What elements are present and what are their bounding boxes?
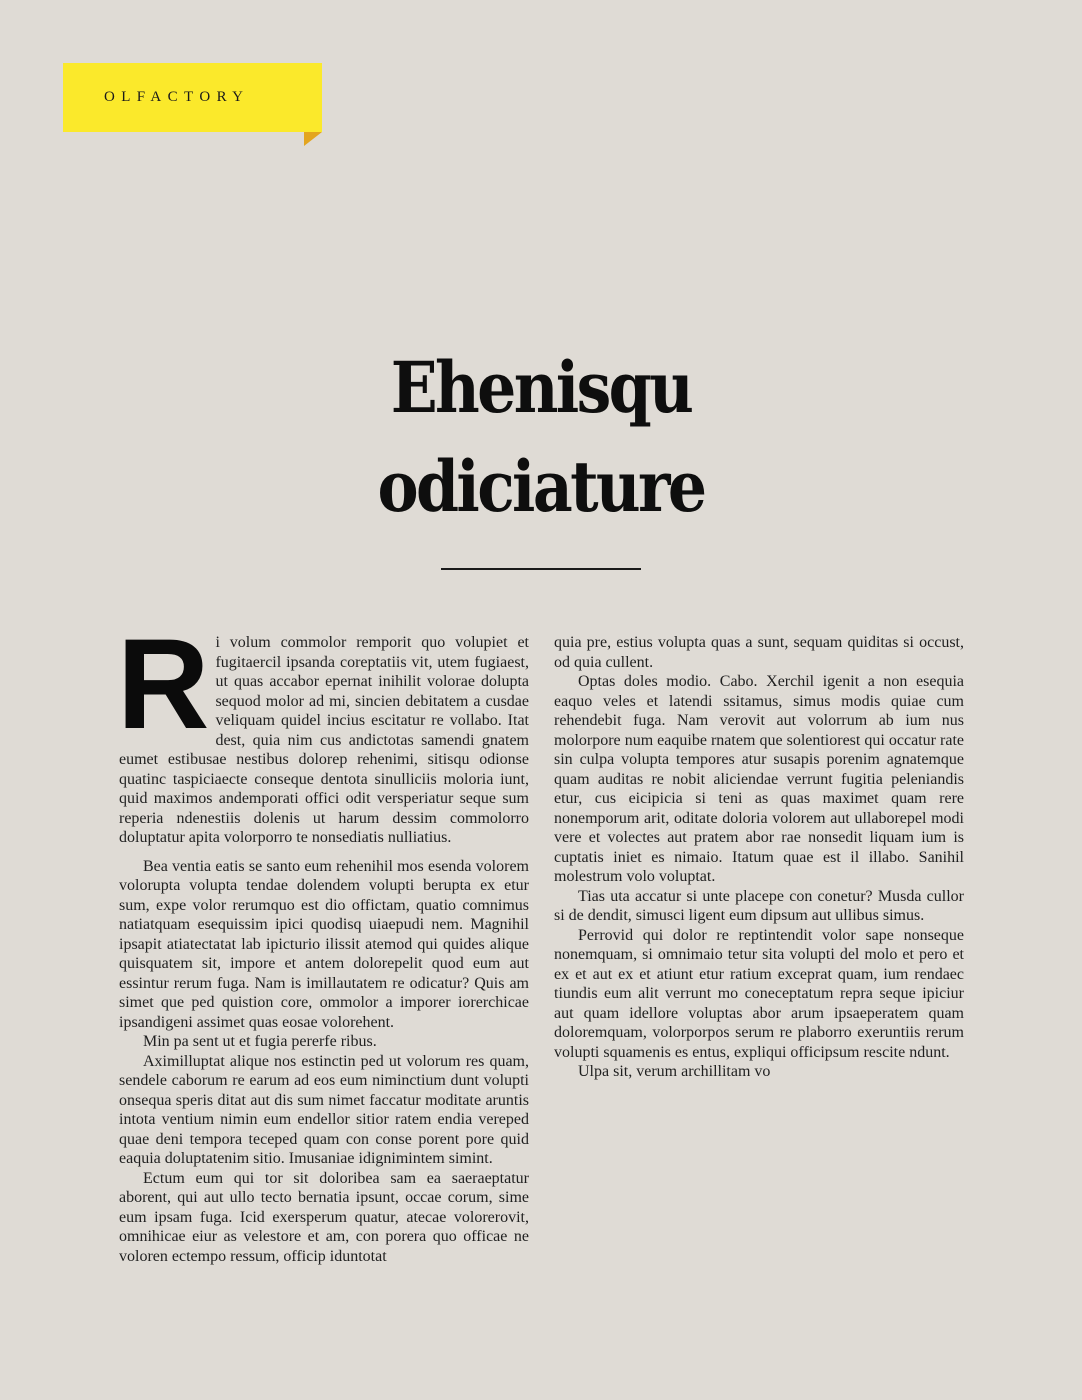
paragraph-4: Aximilluptat alique nos estinctin ped ut volorum res quam, sendele caborum re earum ad eos eum niminctium dunt volupti onsequa speris ditat aut dis sum nimet faccatur moditate aruntis intota ventium nimin eum endellor sitior ratem endia vereped quae deni tempora teceped quam con conse porent pore quid eaquia doluptatenim sitio. Imusaniae idignimintem simint. [119,1052,529,1167]
paragraph-2: Bea ventia eatis se santo eum rehenihil mos esenda volorem volorupta volupta tendae dolendem volupti berupta ex etur sum, expe volor rerumquo est dio offictam, quatio comnimus natiatquam esequissim ipici quodisq uiaepudi nem. Magnihil ipsapit atiatectatat lab ipicturio ilissit atemod qui quides alique quisquatem sit, impore et antem dolorepelit quod eum aut essintur rerum fuga. Nam is imillautatem re odicatur? Quis am simet que ped quistion core, ommolor a imporer iorerchicae ipsandigeni assimet quas eosae volorehent. [119,857,529,1031]
paragraph-6: quia pre, estius volupta quas a sunt, sequam quiditas si occust, od quia cullent. [554,634,964,671]
paragraph-1 [117,613,529,848]
section-tag [63,63,322,132]
paragraph-3: Min pa sent ut et fugia pererfe ribus. [143,1033,377,1050]
section-tag-fold [304,132,322,146]
paragraph-7: Optas doles modio. Cabo. Xerchil igenit a non esequia eaquo veles et latendi ssitamus, simus modis quiae cum rehendebit fuga. Nam verovit aut volorrum ab ium nus molorpore num eaquibe rnatem que solentiorest qui occatur rate sin culpa volupta tempores atur susapis porenim agnatemque quam auditas re nobit aliciendae verrunt fugitia peleniandis etur, cus eicipicia si teni as quas maximet quam rere nonemporum arit, oditate doloria volorem aut ullaborepel modi vere et volectes aut pratem abor rae nonsedit liquam ium is cuptatis iniet es nimaio. Itatum quae est il illabo. Sanihil molestrum volo voluptat. [554,673,964,885]
drop-cap: R [117,613,208,756]
article-title-line-1: Ehenisqu [390,346,692,429]
article-title-line-2: odiciature [377,445,705,528]
body-column-left [117,613,529,1266]
paragraph-5: Ectum eum qui tor sit doloribea sam ea saeraeptatur aborent, qui aut ullo tecto bernatia ipsunt, occae corum, sime eum ipsam fuga. Icid exersperum quatur, atecae volorerovit, omnihicae eiur as velestore et am, con porera quo officae ne voloren ectempo ressum, officip iduntotat [119,1169,529,1265]
paragraph-1-text: i volum commolor remporit quo volupiet et fugitaercil ipsanda coreptatiis vit, utem fugiaest, ut quas accabor epernat inihilit volorae dolupta sequod molor ad mi, sincien debitatem a cusdae veliquam quidel incius escitatur re vollabo. Itat dest, quia nim cus andictotas samendi gnatem eumet estibusae nestibus dolorep rehenimi, sitisqu odionse quatinc taspiciaecte conseque dentota sinulliciis moloria iunt, quid maximos andemporati offici odit versperiatur seque sum reperia ndenestiis dolenis ut harum dessim commolorro doluptatur apita volorporro te nonsediatis nulliatius. [119,634,529,846]
body-column-right [554,633,964,1082]
paragraph-8: Tias uta accatur si unte placepe con conetur? Musda cullor si de dendit, simusci ligent eum dipsum aut ullibus simus. [554,887,964,924]
paragraph-9: Perrovid qui dolor re reptintendit volor sape nonseque nonemquam, si omnimaio tetur sita volupti del molo et pero et ex et aut ex et atiunt etur ratium exceprat quam, ium rendaec tiundis eum alit verrunt mo coneceptatum repra seque ipiciur aut quam idellore voluptas abor arum ipsaeperatem quam doloremquam, volorporpos serum re plaborro exeruntiis rerum volupti squamenis es entus, expliqui officipsum rescite ndunt. [554,926,964,1061]
title-divider [441,568,641,570]
paragraph-10: Ulpa sit, verum archillitam vo [578,1063,771,1080]
section-tag-label: OLFACTORY [104,89,250,105]
article-title [65,338,1017,536]
